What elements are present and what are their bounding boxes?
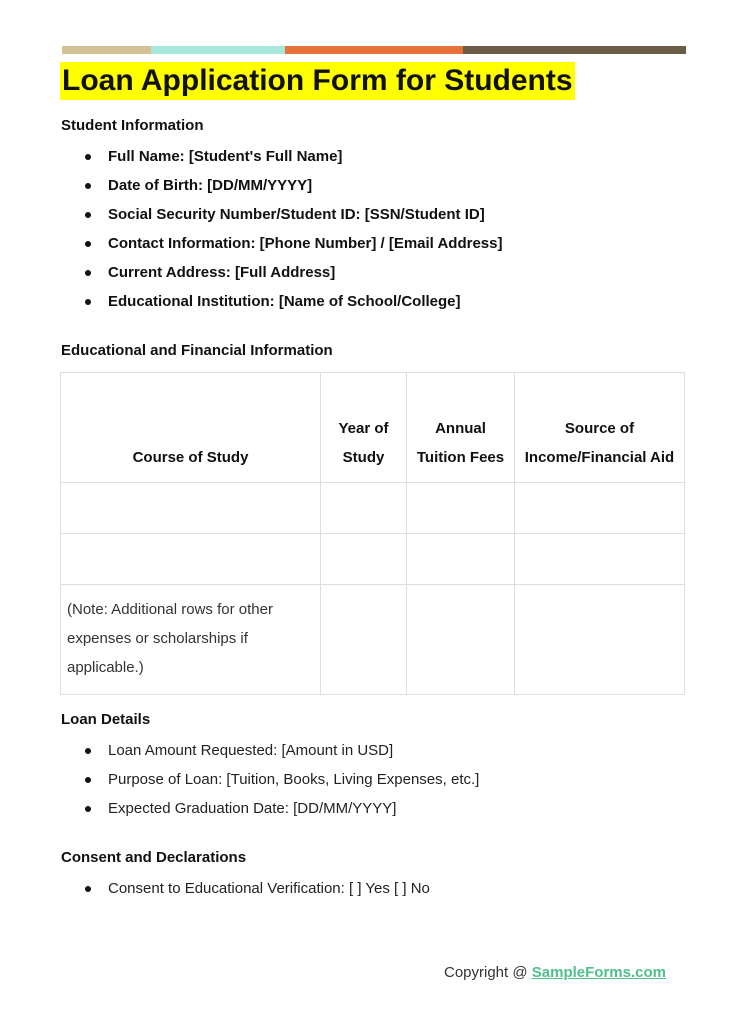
table-cell[interactable] xyxy=(407,483,515,534)
table-cell[interactable] xyxy=(321,534,407,585)
copyright-text: Copyright @ xyxy=(444,964,532,981)
list-item: Current Address: [Full Address] xyxy=(80,258,502,287)
page-title: Loan Application Form for Students xyxy=(60,62,575,100)
table-cell[interactable] xyxy=(61,534,321,585)
table-row xyxy=(61,483,685,534)
loan-details-list xyxy=(80,736,479,823)
table-cell[interactable] xyxy=(61,483,321,534)
column-header: Year of Study xyxy=(321,373,407,483)
table-cell[interactable] xyxy=(515,585,685,695)
edu-fin-table xyxy=(60,372,685,695)
list-item: Expected Graduation Date: [DD/MM/YYYY] xyxy=(80,794,479,823)
consent-heading: Consent and Declarations xyxy=(61,849,247,866)
sampleforms-link[interactable]: SampleForms.com xyxy=(531,964,666,981)
color-segment-1 xyxy=(62,46,151,54)
table-header-row xyxy=(61,373,685,483)
color-segment-2 xyxy=(151,46,285,54)
table-row xyxy=(61,585,685,695)
table-cell[interactable] xyxy=(515,483,685,534)
decorative-color-bar xyxy=(62,46,686,54)
column-header: Source of Income/Financial Aid xyxy=(515,373,685,483)
color-segment-4 xyxy=(463,46,686,54)
column-header: Course of Study xyxy=(61,373,321,483)
student-info-heading: Student Information xyxy=(61,117,204,134)
edu-fin-heading: Educational and Financial Information xyxy=(61,342,333,359)
consent-list xyxy=(80,874,430,903)
color-segment-3 xyxy=(285,46,463,54)
student-info-list xyxy=(80,142,502,316)
table-row xyxy=(61,534,685,585)
table-note-cell: (Note: Additional rows for other expenses or scholarships if applicable.) xyxy=(61,585,321,695)
list-item: Full Name: [Student's Full Name] xyxy=(80,142,502,171)
list-item: Loan Amount Requested: [Amount in USD] xyxy=(80,736,479,765)
column-header: Annual Tuition Fees xyxy=(407,373,515,483)
table-cell[interactable] xyxy=(407,585,515,695)
list-item: Date of Birth: [DD/MM/YYYY] xyxy=(80,171,502,200)
list-item: Consent to Educational Verification: [ ] Yes [ ] No xyxy=(80,874,430,903)
table-cell[interactable] xyxy=(515,534,685,585)
loan-details-heading: Loan Details xyxy=(61,711,151,728)
list-item: Purpose of Loan: [Tuition, Books, Living Expenses, etc.] xyxy=(80,765,479,794)
table-cell[interactable] xyxy=(321,483,407,534)
copyright-footer xyxy=(444,964,666,981)
list-item: Contact Information: [Phone Number] / [Email Address] xyxy=(80,229,502,258)
table-cell[interactable] xyxy=(321,585,407,695)
table-cell[interactable] xyxy=(407,534,515,585)
list-item: Educational Institution: [Name of School/College] xyxy=(80,287,502,316)
list-item: Social Security Number/Student ID: [SSN/Student ID] xyxy=(80,200,502,229)
